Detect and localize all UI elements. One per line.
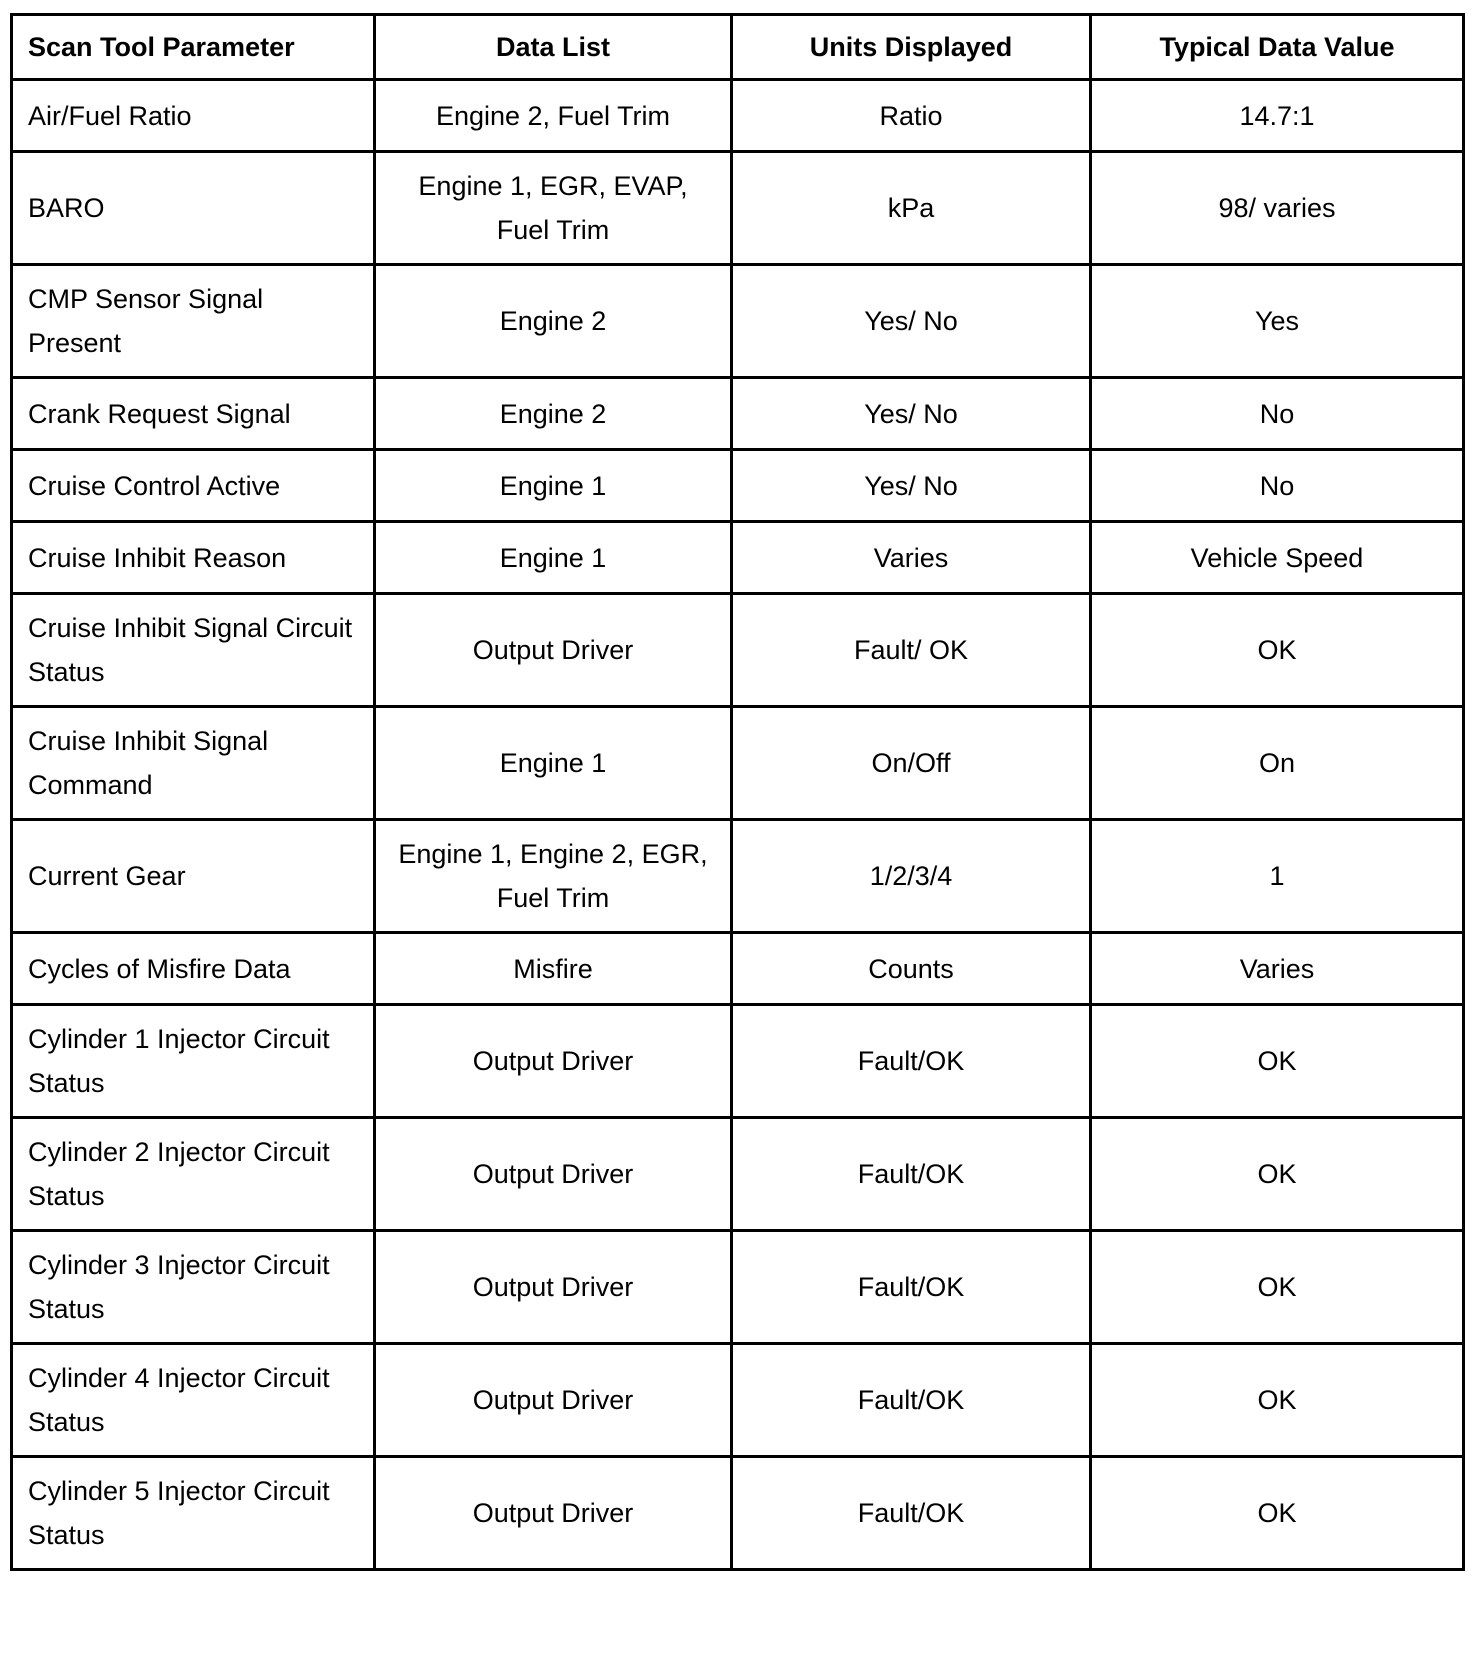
data-list-cell: Engine 2 — [375, 378, 732, 450]
header-data-list: Data List — [375, 15, 732, 80]
table-row — [12, 80, 1464, 152]
units-cell: Yes/ No — [732, 450, 1091, 522]
typical-value-cell: No — [1091, 450, 1464, 522]
typical-value-cell: Yes — [1091, 265, 1464, 378]
parameter-cell: BARO — [12, 152, 375, 265]
typical-value-cell: 14.7:1 — [1091, 80, 1464, 152]
table-header-row — [12, 15, 1464, 80]
data-list-cell: Engine 1, EGR, EVAP, Fuel Trim — [375, 152, 732, 265]
table-row — [12, 1344, 1464, 1457]
header-scan-tool-parameter: Scan Tool Parameter — [12, 15, 375, 80]
typical-value-cell: OK — [1091, 594, 1464, 707]
table-row — [12, 933, 1464, 1005]
data-list-cell: Output Driver — [375, 1344, 732, 1457]
data-list-cell: Engine 1 — [375, 522, 732, 594]
header-typical-data-value: Typical Data Value — [1091, 15, 1464, 80]
typical-value-cell: 1 — [1091, 820, 1464, 933]
header-units-displayed: Units Displayed — [732, 15, 1091, 80]
units-cell: Fault/OK — [732, 1457, 1091, 1570]
units-cell: Fault/OK — [732, 1344, 1091, 1457]
data-list-cell: Output Driver — [375, 1457, 732, 1570]
parameter-cell: Cylinder 1 Injector Circuit Status — [12, 1005, 375, 1118]
units-cell: Fault/OK — [732, 1231, 1091, 1344]
table-row — [12, 1231, 1464, 1344]
units-cell: Varies — [732, 522, 1091, 594]
parameter-cell: Cruise Inhibit Signal Circuit Status — [12, 594, 375, 707]
table-row — [12, 1457, 1464, 1570]
table-row — [12, 594, 1464, 707]
parameter-cell: Air/Fuel Ratio — [12, 80, 375, 152]
data-list-cell: Engine 1 — [375, 450, 732, 522]
typical-value-cell: Vehicle Speed — [1091, 522, 1464, 594]
parameter-cell: Crank Request Signal — [12, 378, 375, 450]
parameter-cell: Current Gear — [12, 820, 375, 933]
parameter-cell: Cycles of Misfire Data — [12, 933, 375, 1005]
table-row — [12, 378, 1464, 450]
parameter-cell: Cylinder 5 Injector Circuit Status — [12, 1457, 375, 1570]
table-row — [12, 265, 1464, 378]
units-cell: Fault/OK — [732, 1005, 1091, 1118]
table-row — [12, 450, 1464, 522]
data-list-cell: Output Driver — [375, 594, 732, 707]
units-cell: 1/2/3/4 — [732, 820, 1091, 933]
typical-value-cell: Varies — [1091, 933, 1464, 1005]
table-row — [12, 1005, 1464, 1118]
units-cell: On/Off — [732, 707, 1091, 820]
data-list-cell: Engine 1, Engine 2, EGR, Fuel Trim — [375, 820, 732, 933]
scan-tool-data-table — [10, 13, 1465, 1571]
data-list-cell: Engine 1 — [375, 707, 732, 820]
parameter-cell: Cruise Inhibit Reason — [12, 522, 375, 594]
typical-value-cell: OK — [1091, 1344, 1464, 1457]
typical-value-cell: OK — [1091, 1118, 1464, 1231]
units-cell: Fault/ OK — [732, 594, 1091, 707]
units-cell: Fault/OK — [732, 1118, 1091, 1231]
typical-value-cell: 98/ varies — [1091, 152, 1464, 265]
table-row — [12, 820, 1464, 933]
units-cell: Yes/ No — [732, 265, 1091, 378]
table-row — [12, 1118, 1464, 1231]
typical-value-cell: OK — [1091, 1457, 1464, 1570]
parameter-cell: Cylinder 3 Injector Circuit Status — [12, 1231, 375, 1344]
units-cell: Ratio — [732, 80, 1091, 152]
data-list-cell: Output Driver — [375, 1231, 732, 1344]
parameter-cell: Cruise Control Active — [12, 450, 375, 522]
parameter-cell: Cylinder 2 Injector Circuit Status — [12, 1118, 375, 1231]
parameter-cell: Cruise Inhibit Signal Command — [12, 707, 375, 820]
table-row — [12, 152, 1464, 265]
data-list-cell: Engine 2 — [375, 265, 732, 378]
units-cell: kPa — [732, 152, 1091, 265]
typical-value-cell: No — [1091, 378, 1464, 450]
units-cell: Yes/ No — [732, 378, 1091, 450]
data-list-cell: Output Driver — [375, 1005, 732, 1118]
typical-value-cell: OK — [1091, 1005, 1464, 1118]
data-list-cell: Misfire — [375, 933, 732, 1005]
parameter-cell: Cylinder 4 Injector Circuit Status — [12, 1344, 375, 1457]
parameter-cell: CMP Sensor Signal Present — [12, 265, 375, 378]
data-list-cell: Output Driver — [375, 1118, 732, 1231]
typical-value-cell: On — [1091, 707, 1464, 820]
typical-value-cell: OK — [1091, 1231, 1464, 1344]
data-list-cell: Engine 2, Fuel Trim — [375, 80, 732, 152]
units-cell: Counts — [732, 933, 1091, 1005]
table-row — [12, 707, 1464, 820]
table-row — [12, 522, 1464, 594]
